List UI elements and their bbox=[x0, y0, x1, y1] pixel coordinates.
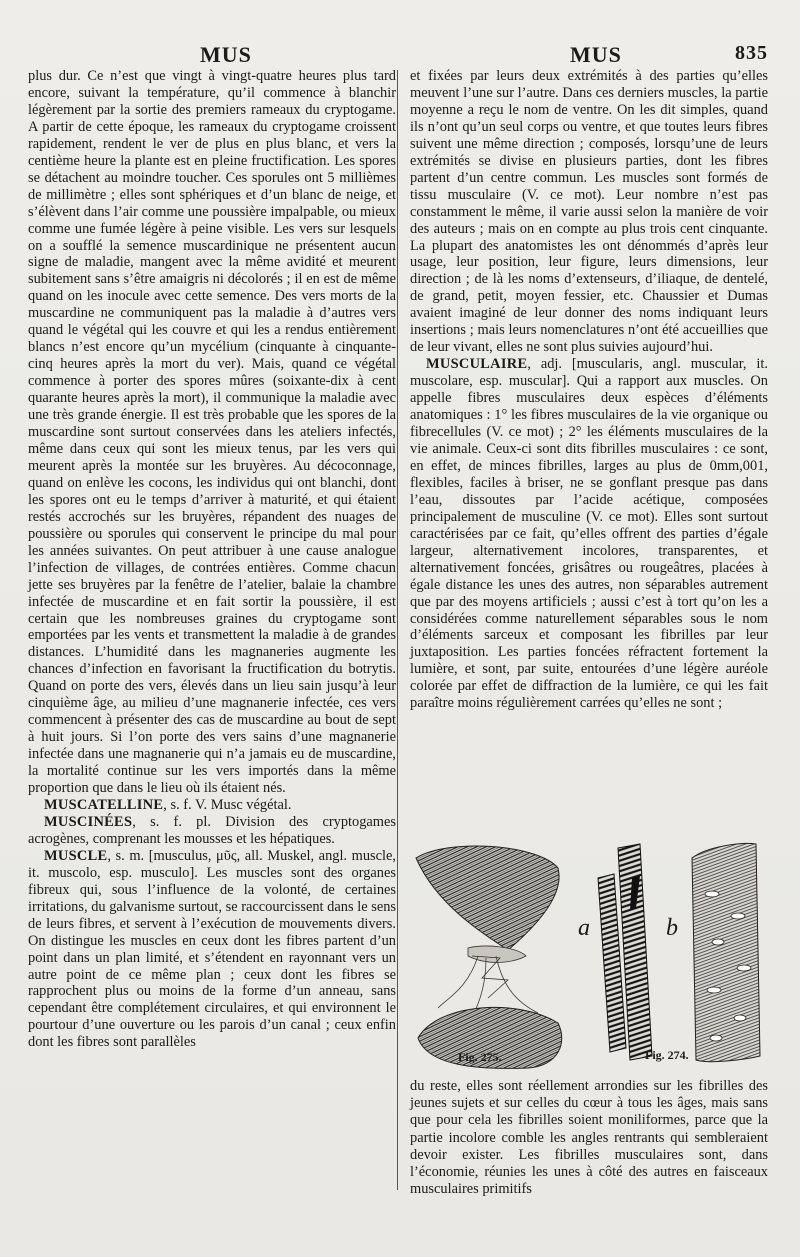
figure-muscle-fibres bbox=[408, 838, 770, 1070]
entry-definition: , s. m. [musculus, μῦς, all. Muskel, angl. muscle, it. muscolo, esp. musculo]. Les muscles sont des organes fibreux qui, sous l’influence de la volonté, de certaines irritations, du galvanisme surtout, se raccourcissent dans le sens de leurs fibres, et servent à l’exécution de mouvements divers. On distingue les muscles en ceux dont les fibres partent d’un point dans un plan limité, et s’étendent en rayonnant vers un autre point de ce même plan ; ceux dont les fibres se rapprochent plus ou moins de la forme d’un anneau, sans cependant être complétement circulaires, et qui environnent le pourtour d’une ouverture ou les parois d’un canal ; ceux enfin dont les fibres sont parallèles bbox=[28, 847, 396, 1051]
fig-275-bundle bbox=[416, 846, 562, 1068]
entry-term: MUSCATELLINE bbox=[44, 796, 164, 813]
muscle-continuation: et fixées par leurs deux extrémités à des parties qu’elles meuvent l’une sur l’autre. Dans ces derniers muscles, la partie moyenne a reçu le nom de ventre. On les dit simples, quand ils n’ont qu’un seul corps ou ventre, et que toutes leurs fibres suivent une même direction ; composés, lorsqu’une de leurs extrémités se divise en plusieurs parties, dont les fibres partent d’un centre commun. Les muscles sont formés de tissu musculaire (V. ce mot). Leur nombre n’est pas constamment le même, il varie aussi selon la manière de voir des auteurs ; mais on en compte au plus trois cent cinquante. La plupart des anatomistes les ont dénommés d’après leur usage, leur position, leur figure, leurs dimensions, leur direction ; de là les noms d’extenseurs, d’iliaque, de dentelé, de grand, petit, moyen fessier, etc. Chaussier et Dumas avaient imaginé de leur donner des noms indiquant leurs insertions ; mais leurs nomenclatures n’ont été accueillies que de leur vivant, elles ne sont plus suivies aujourd’hui. bbox=[410, 68, 768, 356]
entry-muscinees bbox=[28, 814, 396, 848]
page-number: 835 bbox=[735, 42, 768, 64]
entry-musculaire bbox=[410, 356, 768, 712]
figure-label-a: a bbox=[578, 915, 590, 941]
entry-definition: , adj. [muscularis, angl. muscular, it. muscolare, esp. muscular]. Qui a rapport aux muscles. On appelle fibres musculaires deux espèces d’éléments anatomiques : 1° les fibres musculaires de la vie organique ou fibrecellules (V. ce mot) ; 2° les éléments musculaires de la vie animale. Ceux-ci sont dits fibrilles musculaires : ce sont, en effet, de minces fibrilles, larges au plus de 0mm,001, flexibles, faciles à briser, ne se gonflant presque pas dans l’eau, dissoutes par l’acide acétique, composées principalement de musculine (V. ce mot). Elles sont surtout caractérisées par ce fait, qu’elles offrent des parties d’égale largeur, alternativement incolores, transparentes, et alternativement foncées, grisâtres ou rougeâtres, placées à égale distance les unes des autres, non séparables autrement que par des moyens artificiels ; aussi c’est à tort qu’on les a considérées comme naturellement séparables sous le nom d’éléments sarceux et composant les fibrilles par leur juxtaposition. Les parties foncées réfractent fortement la lumière, et sont, par suite, entourées d’une légère auréole colorée par effet de diffraction de la lumière, ce qui les fait paraître moins régulièrement carrées qu’elles ne sont ; bbox=[410, 356, 768, 712]
right-column-bottom bbox=[410, 1078, 768, 1198]
fig-274-striated-fibres bbox=[598, 844, 652, 1060]
figure-label-b: b bbox=[666, 915, 678, 941]
entry-definition: , s. f. V. Musc végétal. bbox=[163, 796, 292, 813]
musculaire-continuation: du reste, elles sont réellement arrondies sur les fibrilles des jeunes sujets et sur celles du cœur à tous les âges, mais sans que pour cela les fibrilles soient moniliformes, parce que la partie incolore comble les angles rentrants qui sembleraient devoir exister. Les fibrilles musculaires sont, dans l’économie, réunies les unes à côté des autres en faisceaux musculaires primitifs bbox=[410, 1078, 768, 1198]
figure-caption-275: Fig. 275. bbox=[458, 1050, 502, 1064]
entry-muscle bbox=[28, 848, 396, 1051]
right-column bbox=[410, 68, 768, 712]
running-head-center: MUS bbox=[570, 42, 622, 67]
running-head-left: MUS bbox=[200, 42, 252, 67]
column-divider bbox=[397, 70, 398, 1190]
muscardine-paragraph: plus dur. Ce n’est que vingt à vingt-quatre heures plus tard encore, suivant la température, qu’il commence à blanchir légèrement par la sortie des premiers rameaux du cryptogame. A partir de cette époque, les rameaux du cryptogame croissent rapidement, rendent le ver de plus en plus blanc, et vers la centième heure la plante est en pleine fructification. Les spores se détachent au moindre toucher. Ces sporules ont 5 millièmes de millimètre ; elles sont sphériques et d’un blanc de neige, et s’élèvent dans l’air comme une poussière impalpable, ou mieux comme une fumée légère à peine visible. Les vers sur lesquels on a soufflé la semence muscardinique ne présentent aucun signe de maladie, mangent avec la même avidité et meurent subitement sans s’être amaigris ni décolorés ; il en est de même quand on les inocule avec cette semence. Des vers morts de la muscardine ne communiquent pas la maladie à d’autres vers quand le végétal qui les couvre et qui les a rendus entièrement blancs n’est encore qu’un mycélium (cinquante à cinquante-cinq heures après la mort du ver). Mais, quand ce végétal commence à porter des spores mûres (soixante-dix à cent quarante heures après la mort), il communique la maladie avec une très grande énergie. Il est très probable que les spores de la muscardine sont surtout conservées dans les ateliers infectés, même dans ceux qui sont les mieux tenus, par les vers qui meurent après la montée sur les bruyères. Au décoconnage, quand on enlève les cocons, les individus qui ont blanchi, dont les spores ont eu le temps d’arriver à maturité, et qui étaient restés accrochés sur les bruyères, répandent des nuages de poussière ou sporules qui conservent le principe du mal pour les années suivantes. On peut attribuer à une cause analogue l’infection de villages, de contrées entières. Comme chacun jette ses bruyères par la fenêtre de l’atelier, balaie la chambre infectée de muscardine et en fait sortir la poussière, il est certain que les nombreuses graines du cryptogame sont emportées par les vents et transmettent la maladie à de grandes distances. L’humidité dans les magnaneries augmente les chances d’infection en favorisant la fructification du botrytis. Quand on porte des vers, élevés dans un lieu sain jusqu’à leur cinquième âge, au milieu d’une magnanerie infectée, ces vers commencent à présenter des cas de muscardine au bout de sept à huit jours. Si l’on porte des vers sains d’une magnanerie infectée dans une magnanerie qui n’a jamais eu de muscardine, la mortalité continue sur les vers importés dans la même proportion que dans le lieu où ils étaient nés. bbox=[28, 68, 396, 797]
entry-term: MUSCINÉES bbox=[44, 813, 133, 830]
entry-definition: , s. f. pl. Division des cryptogames acrogènes, comprenant les mousses et les hépatiques. bbox=[28, 813, 396, 847]
fig-274-fibre-with-nuclei bbox=[692, 844, 760, 1062]
entry-muscatelline bbox=[28, 797, 396, 814]
left-column bbox=[28, 68, 396, 1051]
entry-term: MUSCLE bbox=[44, 847, 108, 864]
figure-caption-274: Fig. 274. bbox=[645, 1048, 689, 1062]
entry-term: MUSCULAIRE bbox=[426, 356, 528, 373]
